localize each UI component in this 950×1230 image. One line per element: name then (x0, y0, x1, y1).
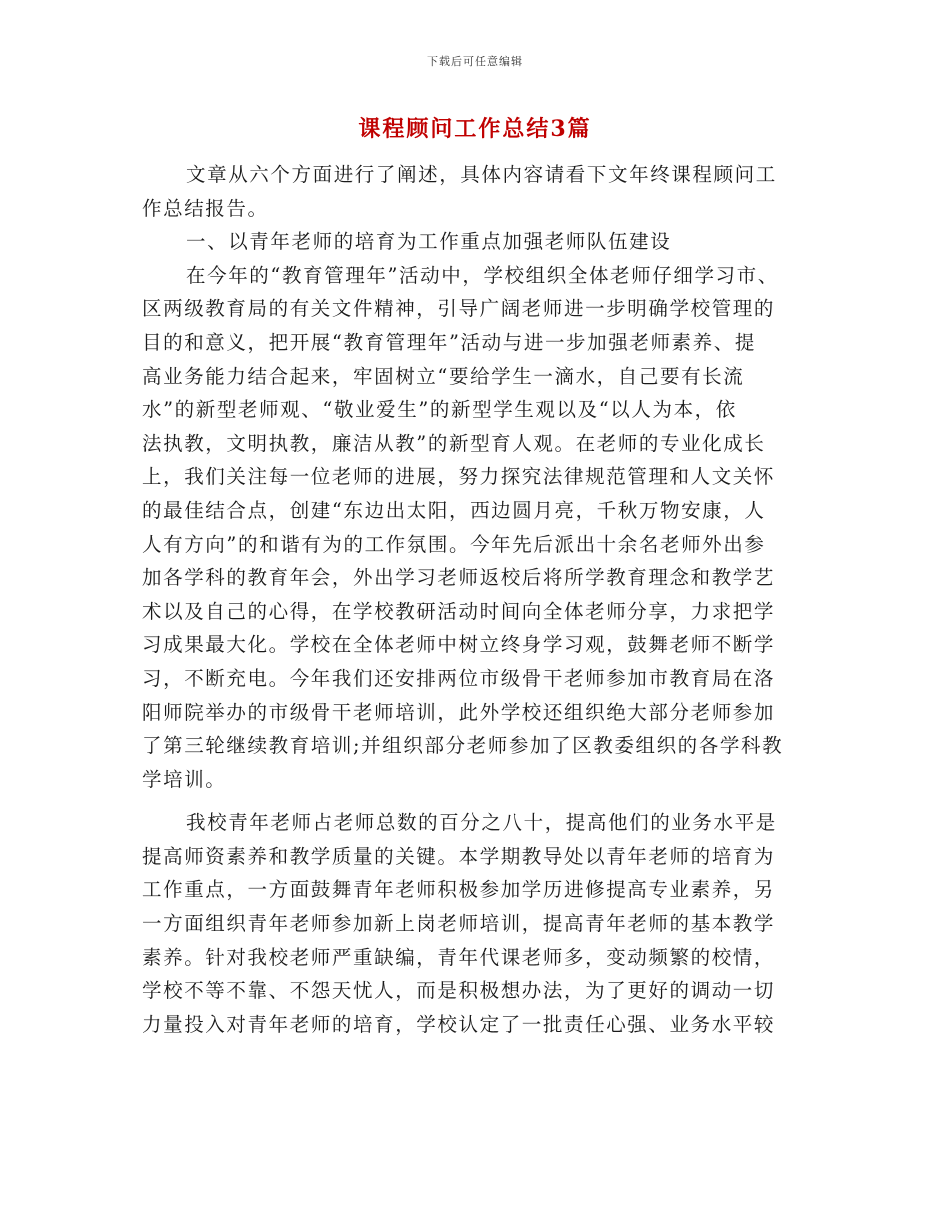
paragraph-line: 力量投入对青年老师的培育，学校认定了一批责任心强、业务水平较 (142, 1012, 776, 1036)
paragraph-line: 学培训。 (142, 767, 227, 791)
page-title: 课程顾问工作总结3篇 (358, 116, 592, 142)
paragraph-line: 高业务能力结合起来，牢固树立“要给学生一滴水，自己要有长流 (142, 364, 745, 388)
paragraph-line: 习成果最大化。学校在全体老师中树立终身学习观，鼓舞老师不断学 (142, 633, 776, 657)
section-heading: 一、以青年老师的培育为工作重点加强老师队伍建设 (186, 230, 672, 254)
document-body (142, 158, 810, 1041)
header-note: 下载后可任意编辑 (427, 55, 523, 68)
paragraph-line: 术以及自己的心得，在学校教研活动时间向全体老师分享，力求把学 (142, 599, 776, 623)
paragraph-line: 文章从六个方面进行了阐述，具体内容请看下文年终课程顾问工 (186, 163, 777, 186)
paragraph-line: 目的和意义，把开展“教育管理年”活动与进一步加强老师素养、提 (142, 330, 756, 354)
paragraph-line: 水”的新型老师观、“敬业爱生”的新型学生观以及“以人为本，依 (142, 398, 737, 422)
paragraph-line: 了第三轮继续教育培训;并组织部分老师参加了区教委组织的各学科教 (142, 734, 784, 758)
paragraph-line: 的最佳结合点，创建“东边出太阳，西边圆月亮，千秋万物安康，人 (142, 498, 766, 522)
paragraph-line: 工作重点，一方面鼓舞青年老师积极参加学历进修提高专业素养，另 (142, 878, 776, 902)
paragraph-line: 一方面组织青年老师参加新上岗老师培训，提高青年老师的基本教学 (142, 912, 776, 936)
paragraph-line: 人有方向”的和谐有为的工作氛围。今年先后派出十余名老师外出参 (142, 532, 766, 556)
paragraph-line: 上，我们关注每一位老师的进展，努力探究法律规范管理和人文关怀 (142, 465, 776, 489)
paragraph-line: 在今年的“教育管理年”活动中，学校组织全体老师仔细学习市、 (186, 263, 779, 287)
paragraph-line: 我校青年老师占老师总数的百分之八十，提高他们的业务水平是 (186, 811, 777, 835)
paragraph-line: 加各学科的教育年会，外出学习老师返校后将所学教育理念和教学艺 (142, 566, 776, 590)
paragraph-line: 提高师资素养和教学质量的关键。本学期教导处以青年老师的培育为 (142, 844, 776, 868)
paragraph-line: 区两级教育局的有关文件精神，引导广阔老师进一步明确学校管理的 (142, 297, 776, 321)
paragraph-line: 阳师院举办的市级骨干老师培训，此外学校还组织绝大部分老师参加 (142, 700, 776, 724)
paragraph-line: 学校不等不靠、不怨天忧人，而是积极想办法，为了更好的调动一切 (142, 979, 776, 1003)
paragraph-line: 素养。针对我校老师严重缺编，青年代课老师多，变动频繁的校情， (142, 945, 776, 969)
paragraph-line: 作总结报告。 (142, 196, 269, 220)
paragraph-line: 习，不断充电。今年我们还安排两位市级骨干老师参加市教育局在洛 (142, 666, 776, 690)
paragraph-line: 法执教，文明执教，廉洁从教”的新型育人观。在老师的专业化成长 (142, 431, 766, 455)
